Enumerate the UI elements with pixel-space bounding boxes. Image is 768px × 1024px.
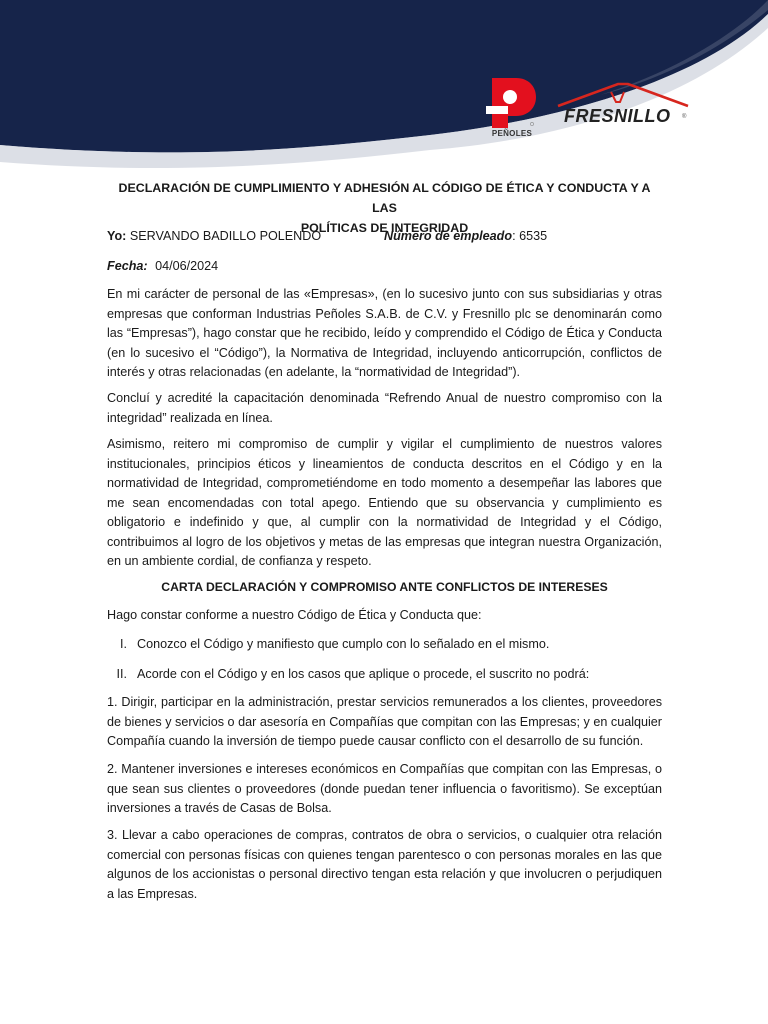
fresnillo-logo [556, 80, 696, 130]
employee-number-label: Número de empleado [384, 229, 513, 243]
date-value: 04/06/2024 [155, 259, 219, 273]
date-label: Fecha: [107, 259, 148, 273]
paragraph-3: Asimismo, reitero mi compromiso de cumplir y vigilar el cumplimiento de nuestros valores institucionales, principios éticos y lineamientos de conducta descritos en el Código y en la normatividad de Integridad, comprometiéndome en todo momento a desempeñar las labores que me sean encomendadas con total apego. Entiendo que su observancia y cumplimiento es obligatorio e indefinido y que, al cumplir con la normatividad de Integridad y el Código, contribuimos al logro de los objetivos y metas de las empresas que integran nuestra Organización, en un ambiente cordial, de confianza y respeto. [107, 437, 662, 568]
roman-item-text: Conozco el Código y manifiesto que cumplo con lo señalado en el mismo. [137, 637, 550, 651]
section-title-conflicts: CARTA DECLARACIÓN Y COMPROMISO ANTE CONFLICTOS DE INTERESES [161, 580, 608, 594]
fresnillo-wordmark: FRESNILLO [564, 106, 671, 126]
employee-number-field: Número de empleado: 6535 [384, 229, 548, 243]
section-intro: Hago constar conforme a nuestro Código de Ética y Conducta que: [107, 608, 482, 622]
date-field [107, 257, 218, 277]
roman-item-number: II. [116, 667, 127, 681]
name-value: SERVANDO BADILLO POLENDO [129, 229, 322, 243]
employee-number-value: 6535 [519, 229, 548, 243]
numbered-item-1: 1. Dirigir, participar en la administración, prestar servicios remunerados a los clientes, proveedores de bienes y servicios o dar asesoría en Compañías que compitan con las Empresas; y en cualquier Compañía cuando la inversión de tiempo puede causar conflicto con el desarrollo de su función. [107, 695, 662, 748]
roman-item-number: I. [120, 637, 127, 651]
roman-item-text: Acorde con el Código y en los casos que aplique o procede, el suscrito no podrá: [137, 667, 590, 681]
penoles-logo [482, 76, 542, 142]
numbered-item-2: 2. Mantener inversiones e intereses económicos en Compañías que compitan con las Empresas, o que sean sus clientes o proveedores (donde puedan tener influencia o favoritismo). Se exceptúan inversiones a través de Casas de Bolsa. [107, 762, 662, 815]
roman-item-2 [107, 665, 589, 685]
title-line-1: DECLARACIÓN DE CUMPLIMIENTO Y ADHESIÓN AL CÓDIGO DE ÉTICA Y CONDUCTA Y A LAS [118, 181, 651, 215]
registered-mark-icon: ® [682, 114, 687, 120]
paragraph-1: En mi carácter de personal de las «Empresas», (en lo sucesivo junto con sus subsidiarias y otras empresas que conforman Industrias Peñoles S.A.B. de C.V. y Fresnillo plc se denominarán como las “Empresas”), hago constar que he recibido, leído y comprendido el Código de Ética y Conducta (en lo sucesivo el “Código”), la Normativa de Integridad, incluyendo anticorrupción, conflictos de interés y otras relacionadas (en adelante, la “normatividad de Integridad”). [107, 287, 662, 379]
paragraph-2: Concluí y acredité la capacitación denominada “Refrendo Anual de nuestro compromiso con la integridad” realizada en línea. [107, 391, 662, 425]
penoles-wordmark: PEÑOLES [491, 129, 533, 138]
title-line-2: POLÍTICAS DE INTEGRIDAD [300, 221, 469, 235]
numbered-item-3: 3. Llevar a cabo operaciones de compras, contratos de obra o servicios, o cualquier otra relación comercial con personas físicas con quienes tengan parentesco o con personas morales en las que algunos de los accionistas o personal directivo tengan esta relación y que involucren o perjudiquen a las Empresas. [107, 828, 662, 901]
roman-item-1 [107, 635, 549, 655]
name-field [107, 227, 321, 247]
name-label: Yo: [107, 229, 127, 243]
